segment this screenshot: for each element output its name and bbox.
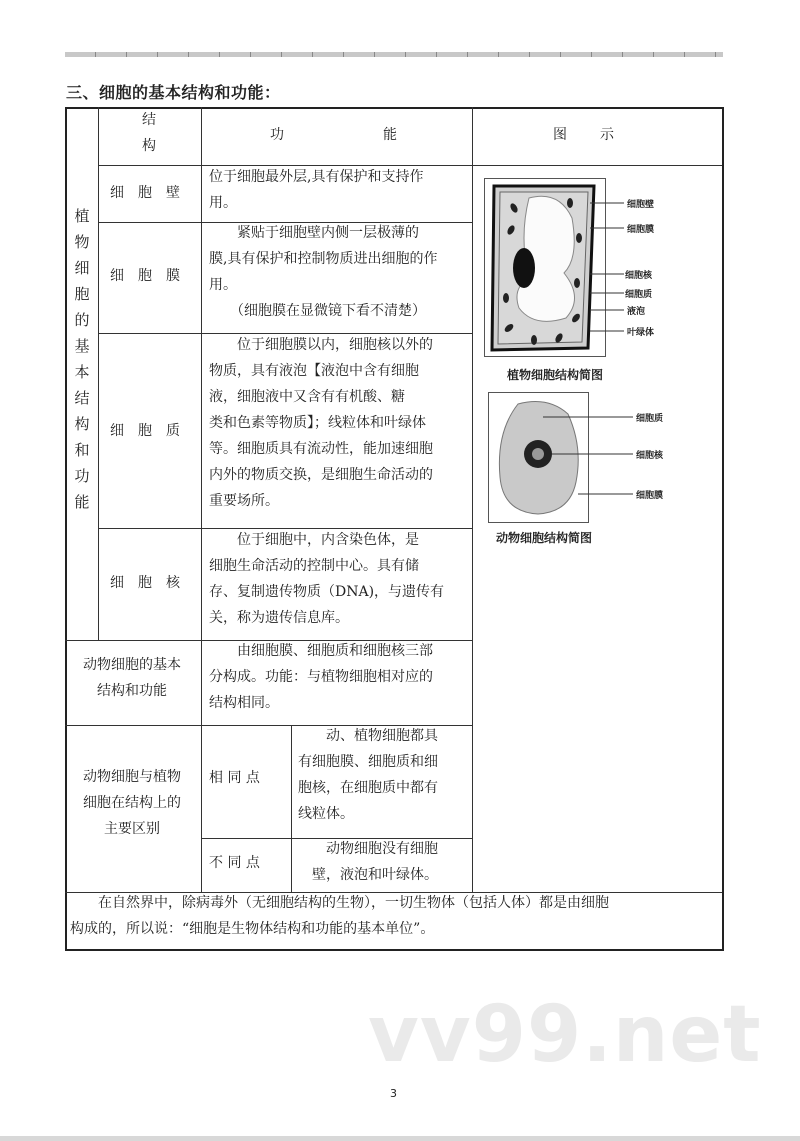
text-line: 和 xyxy=(74,441,90,459)
text-line: 膜,具有保护和控制物质进出细胞的作 xyxy=(209,251,438,267)
header-function-1: 功 xyxy=(270,127,284,143)
text-line: 用。 xyxy=(209,277,237,293)
text-line: 细 xyxy=(74,259,90,277)
header-figure-2: 示 xyxy=(600,127,614,143)
plant-cell-group-label xyxy=(72,203,92,515)
same-points-text xyxy=(298,723,438,827)
plant-label-cell-membrane: 细胞膜 xyxy=(627,225,655,235)
plant-diagram-caption: 植物细胞结构简图 xyxy=(507,368,604,382)
text-line: 类和色素等物质】；线粒体和叶绿体 xyxy=(209,415,426,431)
text-line: 由细胞膜、细胞质和细胞核三部 xyxy=(209,643,433,659)
animal-label-nucleus: 细胞核 xyxy=(636,451,664,461)
table-border-right xyxy=(722,107,724,951)
row-name-cell-membrane: 细 胞 膜 xyxy=(110,268,180,284)
plant-label-vacuole: 液泡 xyxy=(627,307,646,317)
plant-label-cytoplasm: 细胞质 xyxy=(625,290,653,300)
text-line: 构成的，所以说：“细胞是生物体结构和功能的基本单位”。 xyxy=(70,921,435,937)
table-border-left xyxy=(65,107,67,951)
text-line: 的 xyxy=(74,311,90,329)
text-line: 动物细胞与植物 xyxy=(83,769,181,785)
text-line: 位于细胞膜以内，细胞核以外的 xyxy=(209,337,433,353)
row-name-nucleus: 细 胞 核 xyxy=(110,575,180,591)
diff-points-label: 不 同 点 xyxy=(209,855,260,871)
animal-label-cell-membrane: 细胞膜 xyxy=(636,491,664,501)
text-line: 分构成。功能：与植物细胞相对应的 xyxy=(209,669,433,685)
text-line: 结构和功能 xyxy=(97,683,167,699)
watermark: vv99.net xyxy=(368,990,762,1080)
plant-label-nucleus: 细胞核 xyxy=(625,271,653,281)
text-line: 有细胞膜、细胞质和细 xyxy=(298,754,438,770)
page-bottom-edge xyxy=(0,1136,800,1141)
text-line: 结构相同。 xyxy=(209,695,279,711)
text-line: 胞核，在细胞质中都有 xyxy=(298,780,438,796)
row-name-cytoplasm: 细 胞 质 xyxy=(110,423,180,439)
grid-line xyxy=(472,107,473,892)
grid-line xyxy=(291,725,292,892)
row-function-cell-membrane xyxy=(209,220,437,324)
section-heading: 三、细胞的基本结构和功能： xyxy=(66,83,281,102)
text-line: 植 xyxy=(74,207,90,225)
row-function-nucleus xyxy=(209,527,444,631)
text-line: 能 xyxy=(74,493,90,511)
row-name-cell-wall: 细 胞 壁 xyxy=(110,185,180,201)
text-line: 物质，具有液泡【液泡中含有细胞 xyxy=(209,363,419,379)
comparison-label xyxy=(76,764,188,842)
top-ruler xyxy=(65,52,723,57)
header-structure-2: 构 xyxy=(142,138,156,154)
text-line: 胞 xyxy=(74,285,90,303)
text-line: 动物细胞的基本 xyxy=(83,657,181,673)
text-line: 等。细胞质具有流动性，能加速细胞 xyxy=(209,441,433,457)
grid-line xyxy=(98,107,99,640)
animal-cell-label xyxy=(76,652,188,704)
grid-line xyxy=(201,107,202,892)
row-function-cytoplasm xyxy=(209,332,433,514)
text-line: 动、植物细胞都具 xyxy=(298,728,438,744)
header-figure-1: 图 xyxy=(553,127,567,143)
text-line: 线粒体。 xyxy=(298,806,354,822)
text-line: 动物细胞没有细胞 xyxy=(298,841,438,857)
text-line: 液，细胞液中又含有有机酸、糖 xyxy=(209,389,405,405)
text-line: 物 xyxy=(74,233,90,251)
animal-diagram-caption: 动物细胞结构简图 xyxy=(496,531,593,545)
table-border-bottom xyxy=(65,949,724,951)
text-line: 用。 xyxy=(209,195,237,211)
text-line: 在自然界中，除病毒外（无细胞结构的生物），一切生物体（包括人体）都是由细胞 xyxy=(70,895,609,911)
text-line: 细胞生命活动的控制中心。具有储 xyxy=(209,558,419,574)
header-function-2: 能 xyxy=(383,127,397,143)
animal-label-cytoplasm: 细胞质 xyxy=(636,414,664,424)
text-line: 关，称为遗传信息库。 xyxy=(209,610,349,626)
text-line: 紧贴于细胞壁内侧一层极薄的 xyxy=(209,225,419,241)
page-number: 3 xyxy=(390,1087,397,1100)
diff-points-text xyxy=(298,836,438,888)
row-function-cell-wall xyxy=(209,164,423,216)
nucleus-mark xyxy=(513,248,535,288)
text-line: 结 xyxy=(74,389,90,407)
table-border-top xyxy=(65,107,724,109)
text-line: 位于细胞中，内含染色体，是 xyxy=(209,532,419,548)
text-line: 细胞在结构上的 xyxy=(83,795,181,811)
text-line: 重要场所。 xyxy=(209,493,279,509)
animal-cell-function xyxy=(209,638,433,716)
text-line: 位于细胞最外层,具有保护和支持作 xyxy=(209,169,424,185)
same-points-label: 相 同 点 xyxy=(209,770,260,786)
plant-label-chloroplast: 叶绿体 xyxy=(627,328,655,338)
text-line: 内外的物质交换，是细胞生命活动的 xyxy=(209,467,433,483)
text-line: 基 xyxy=(74,337,90,355)
header-structure-1: 结 xyxy=(142,112,156,128)
text-line: 主要区别 xyxy=(104,821,160,837)
text-line: 本 xyxy=(74,363,90,381)
plant-label-leaders xyxy=(590,178,626,338)
text-line: （细胞膜在显微镜下看不清楚） xyxy=(209,303,426,319)
text-line: 壁，液泡和叶绿体。 xyxy=(298,867,438,883)
text-line: 存、复制遗传物质（DNA)，与遗传有 xyxy=(209,584,445,600)
plant-label-cell-wall: 细胞壁 xyxy=(627,200,655,210)
conclusion-text xyxy=(70,890,609,942)
text-line: 构 xyxy=(74,415,90,433)
text-line: 功 xyxy=(74,467,90,485)
